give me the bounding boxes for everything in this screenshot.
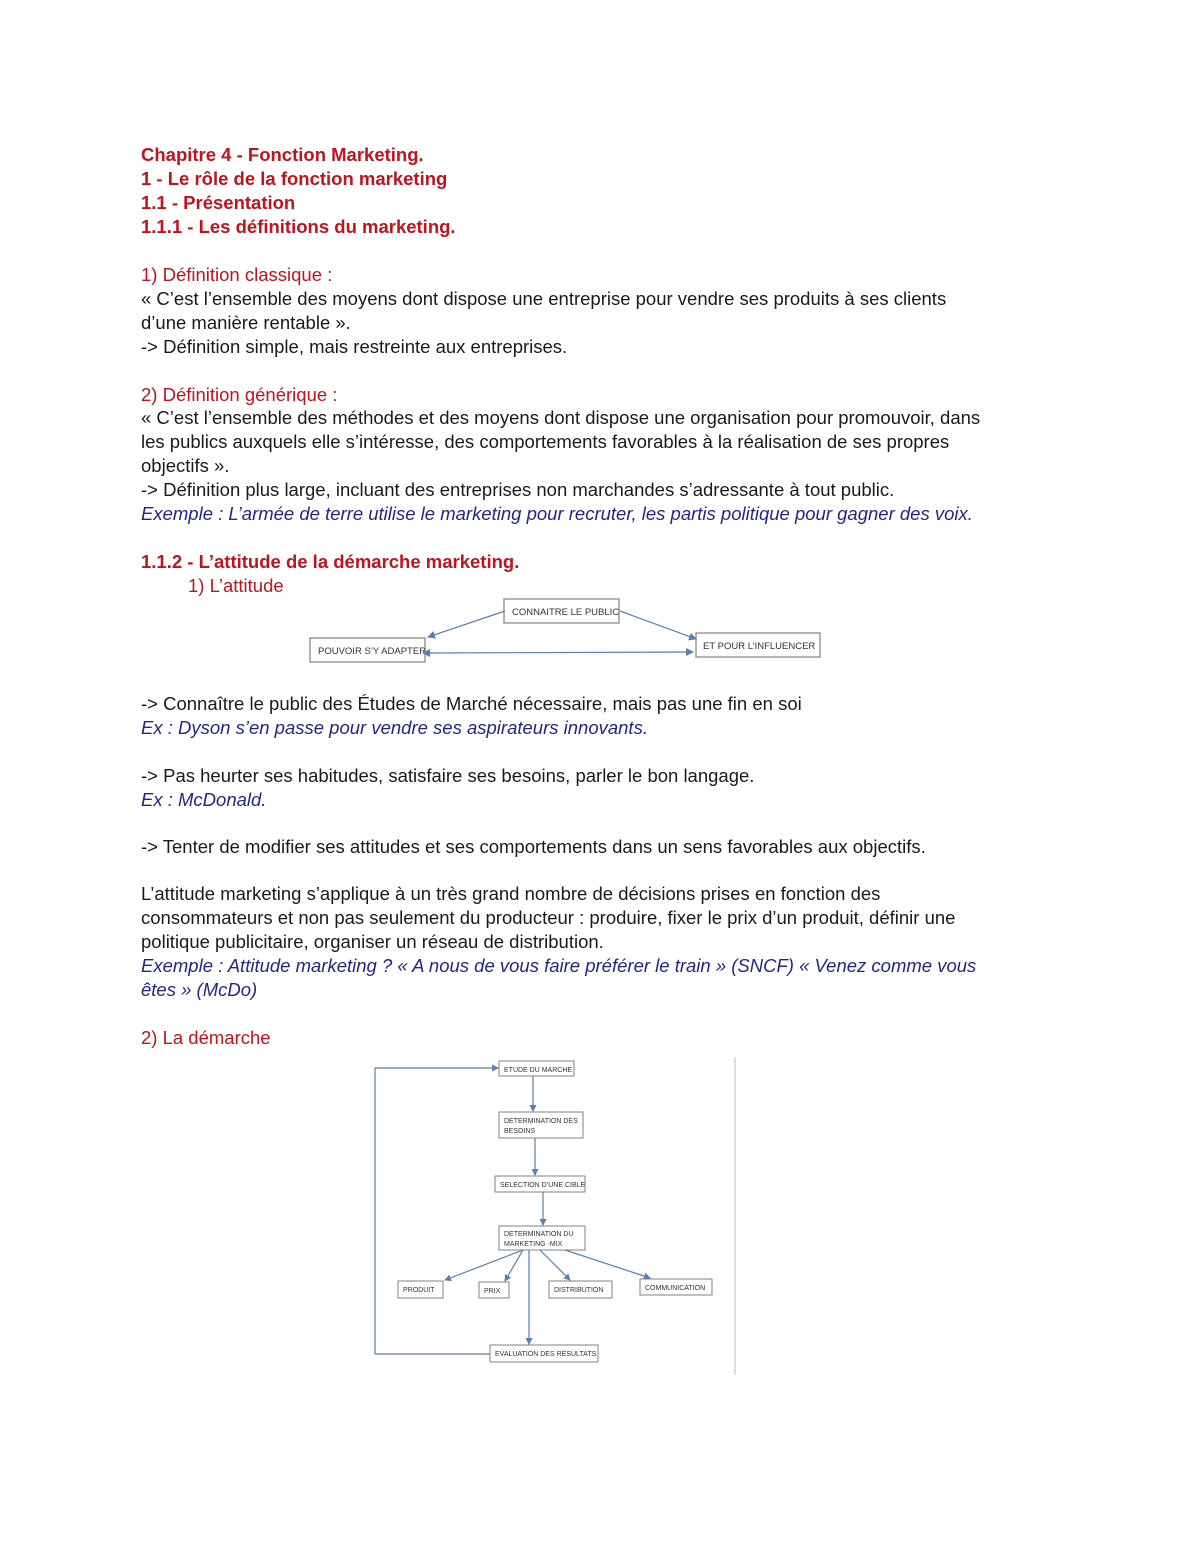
definition-generic-text: « C’est l’ensemble des méthodes et des moyens dont dispose une organisation pour promouvoir, dans bbox=[141, 407, 981, 428]
box-distribution-label: DISTRIBUTION bbox=[554, 1287, 604, 1294]
box-prix-label: PRIX bbox=[484, 1288, 501, 1295]
demarche-flowchart bbox=[365, 1055, 745, 1377]
attitude-paragraph: consommateurs et non pas seulement du producteur : produire, fixer le prix d’un produit, définir une bbox=[141, 907, 956, 928]
box-determination-besoins-label: DETERMINATION DES bbox=[504, 1118, 578, 1125]
arrow-mix-to-communication bbox=[565, 1250, 650, 1278]
arrow-mix-to-produit bbox=[445, 1250, 523, 1280]
definition-classic-text: d’une manière rentable ». bbox=[141, 312, 351, 333]
attitude-point: -> Connaître le public des Études de Marché nécessaire, mais pas une fin en soi bbox=[141, 693, 802, 714]
arrow-adapt-influence bbox=[429, 652, 693, 653]
box-connaitre-public-label: CONNAITRE LE PUBLIC bbox=[512, 607, 620, 618]
box-determination-besoins-label: BESOINS bbox=[504, 1128, 536, 1135]
box-produit-label: PRODUIT bbox=[403, 1287, 435, 1294]
attitude-paragraph: L’attitude marketing s’applique à un très grand nombre de décisions prises en fonction des bbox=[141, 883, 881, 904]
subsubsection-heading: 1.1.1 - Les définitions du marketing. bbox=[141, 216, 456, 237]
attitude-point: -> Pas heurter ses habitudes, satisfaire ses besoins, parler le bon langage. bbox=[141, 765, 755, 786]
subsection-heading: 1.1 - Présentation bbox=[141, 192, 296, 213]
demarche-title: 2) La démarche bbox=[141, 1027, 271, 1048]
box-communication-label: COMMUNICATION bbox=[645, 1285, 706, 1292]
attitude-point: -> Tenter de modifier ses attitudes et ses comportements dans un sens favorables aux objectifs. bbox=[141, 836, 926, 857]
subsubsection-heading: 1.1.2 - L’attitude de la démarche marketing. bbox=[141, 551, 520, 572]
definition-classic-text: « C’est l’ensemble des moyens dont dispose une entreprise pour vendre ses produits à ses clients bbox=[141, 288, 947, 309]
box-etude-marche-label: ETUDE DU MARCHE bbox=[504, 1067, 573, 1074]
definition-generic-text: objectifs ». bbox=[141, 455, 230, 476]
definition-generic-title: 2) Définition générique : bbox=[141, 384, 338, 405]
definition-classic-title: 1) Définition classique : bbox=[141, 264, 333, 285]
arrow-mix-to-prix bbox=[505, 1250, 523, 1281]
definition-generic-text: les publics auxquels elle s’intéresse, des comportements favorables à la réalisation de ses propres bbox=[141, 431, 950, 452]
attitude-example: Ex : McDonald. bbox=[141, 789, 267, 810]
attitude-diagram bbox=[300, 595, 840, 670]
definition-generic-example: Exemple : L’armée de terre utilise le marketing pour recruter, les partis politique pour gagner des voix. bbox=[141, 503, 973, 524]
attitude-example: êtes » (McDo) bbox=[141, 979, 258, 1000]
definition-generic-note: -> Définition plus large, incluant des entreprises non marchandes s’adressante à tout public. bbox=[141, 479, 895, 500]
arrow-feedback-loop bbox=[375, 1068, 498, 1354]
attitude-paragraph: politique publicitaire, organiser un réseau de distribution. bbox=[141, 931, 604, 952]
box-marketing-mix-label: MARKETING -MIX bbox=[504, 1241, 563, 1248]
box-influencer-label: ET POUR L’INFLUENCER bbox=[703, 641, 816, 652]
attitude-example: Ex : Dyson s’en passe pour vendre ses aspirateurs innovants. bbox=[141, 717, 648, 738]
box-evaluation-resultats-label: EVALUATION DES RESULTATS bbox=[495, 1351, 597, 1358]
box-pouvoir-adapter-label: POUVOIR S’Y ADAPTER bbox=[318, 646, 427, 657]
section-heading: 1 - Le rôle de la fonction marketing bbox=[141, 168, 448, 189]
chapter-title: Chapitre 4 - Fonction Marketing. bbox=[141, 144, 424, 165]
definition-classic-note: -> Définition simple, mais restreinte aux entreprises. bbox=[141, 336, 568, 357]
arrow-public-to-influence bbox=[620, 611, 696, 639]
arrow-public-to-adapt bbox=[428, 611, 505, 637]
box-selection-cible-label: SELECTION D’UNE CIBLE bbox=[500, 1182, 586, 1189]
box-marketing-mix-label: DETERMINATION DU bbox=[504, 1231, 574, 1238]
attitude-title: 1) L’attitude bbox=[188, 575, 284, 596]
arrow-mix-to-distribution bbox=[540, 1250, 570, 1280]
attitude-example: Exemple : Attitude marketing ? « A nous de vous faire préférer le train » (SNCF) « Venez comme vous bbox=[141, 955, 977, 976]
